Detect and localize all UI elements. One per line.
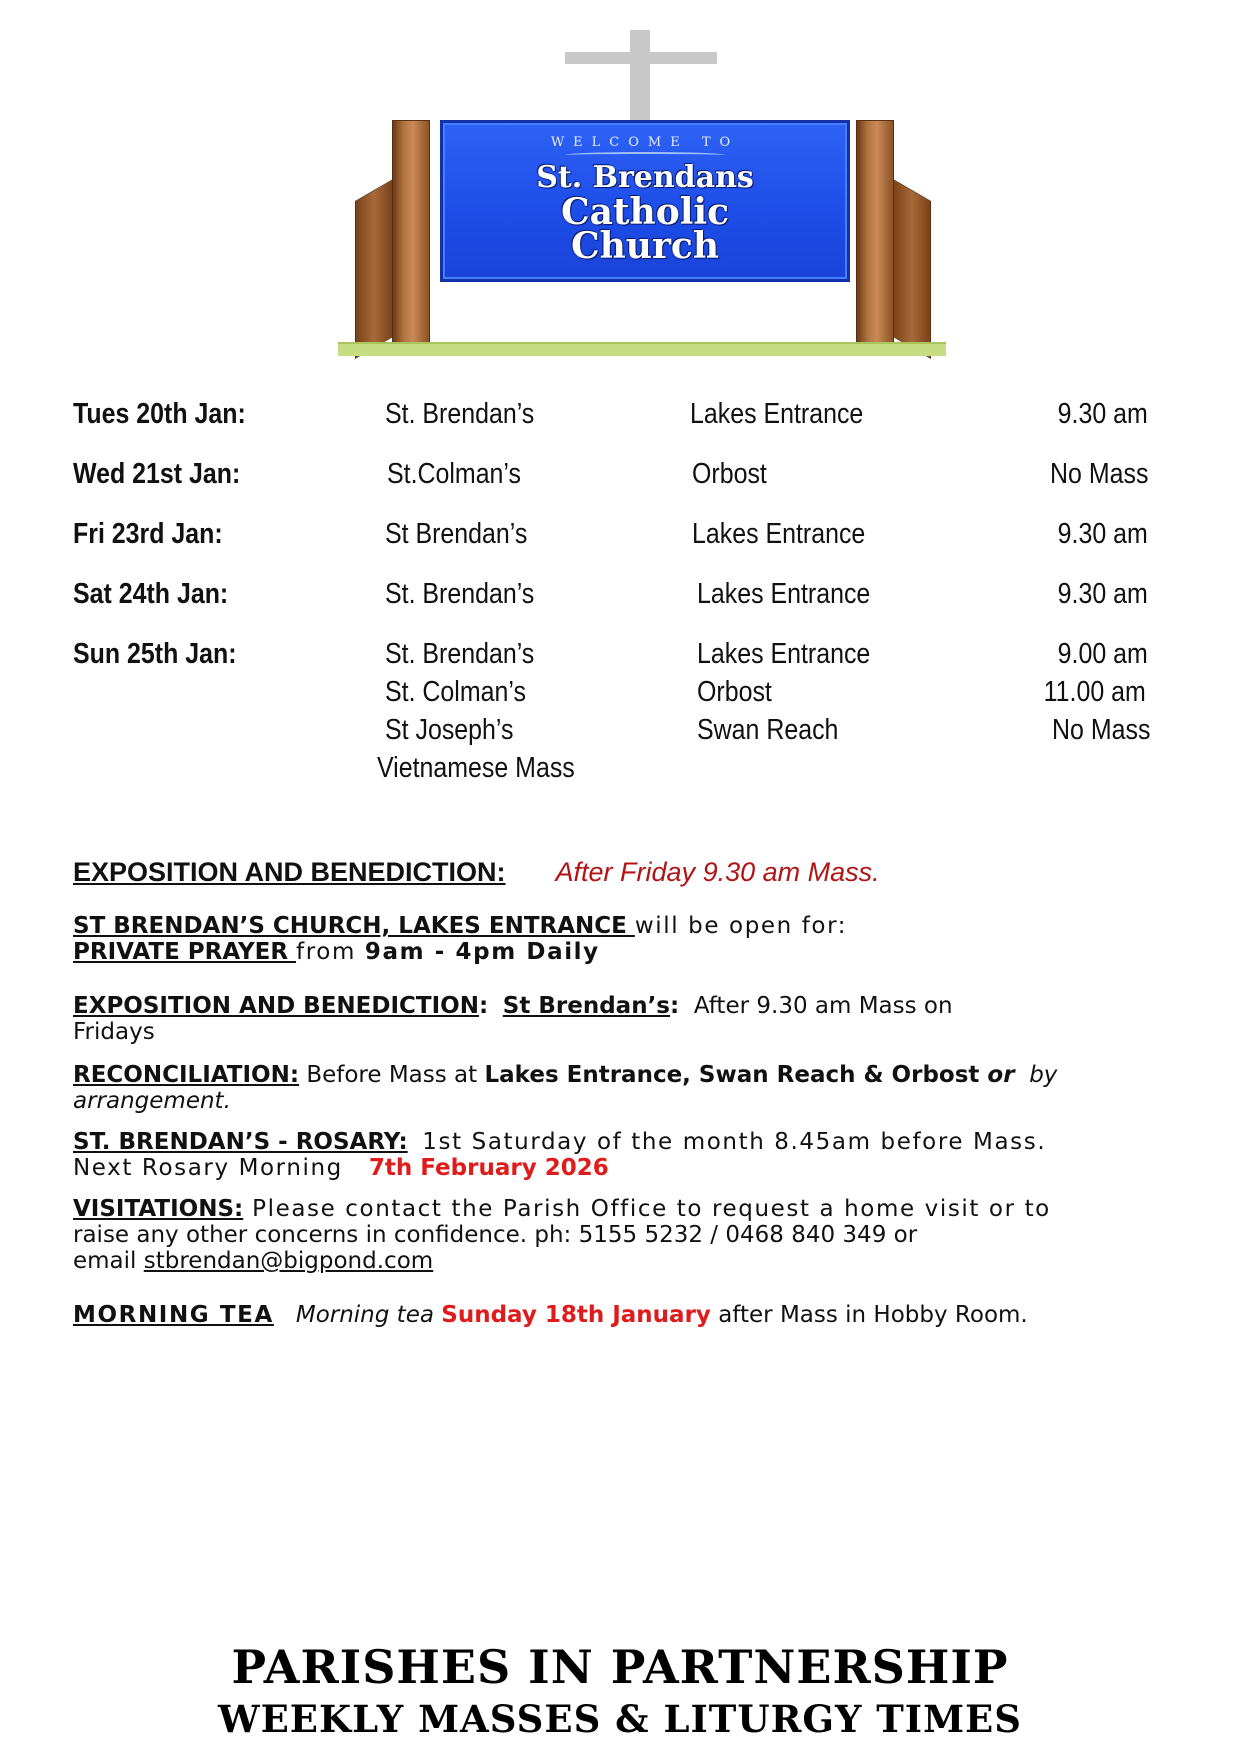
- notice-text: Next Rosary Morning: [73, 1155, 343, 1181]
- footer-title: PARISHES IN PARTNERSHIP: [231, 1640, 1009, 1694]
- sign-post-left-back: [355, 179, 393, 359]
- notice-text: from: [296, 939, 365, 965]
- notice-text: arrangement.: [73, 1088, 231, 1114]
- sign-divider: [565, 152, 725, 158]
- notice-text: raise any other concerns in confidence. ph: 5155 5232 / 0468 840 349 or: [73, 1222, 918, 1248]
- sign-board: [440, 120, 850, 282]
- notice-heading: ST BRENDAN’S CHURCH, LAKES ENTRANCE: [73, 913, 635, 939]
- schedule-place: Lakes Entrance: [697, 638, 871, 670]
- notice-text: Please contact the Parish Office to request a home visit or to: [243, 1196, 1051, 1222]
- schedule-church: St Brendan’s: [385, 518, 528, 550]
- cross-icon: [630, 30, 650, 130]
- schedule-church: St. Colman’s: [385, 676, 526, 708]
- schedule-day: Tues 20th Jan:: [73, 398, 246, 430]
- schedule-time: 9.00 am: [1057, 638, 1148, 670]
- schedule-time: 9.30 am: [1057, 518, 1148, 550]
- schedule-time: 9.30 am: [1057, 578, 1148, 610]
- schedule-church: St.Colman’s: [387, 458, 521, 490]
- notice-text: After 9.30 am Mass on: [693, 993, 953, 1019]
- prayer-hours: 9am - 4pm Daily: [364, 939, 600, 965]
- schedule-place: Orbost: [692, 458, 767, 490]
- rosary-next-date: 7th February 2026: [368, 1155, 609, 1181]
- notice-colon: :: [670, 993, 680, 1019]
- notice-text: After Friday 9.30 am Mass.: [555, 857, 880, 887]
- sign-welcome: WELCOME TO: [550, 135, 740, 150]
- notice-exposition: [73, 993, 1153, 1045]
- email-link[interactable]: stbrendan@bigpond.com: [143, 1248, 434, 1274]
- schedule-church: St Joseph’s: [385, 714, 514, 746]
- sign-post-right-back: [893, 179, 931, 359]
- notice-text: email: [73, 1248, 144, 1274]
- cross-bar: [565, 52, 717, 64]
- notice-reconciliation: [73, 1062, 1153, 1114]
- schedule-church: St. Brendan’s: [385, 638, 535, 670]
- notice-text: Before Mass at: [299, 1062, 485, 1088]
- notice-church-open: [73, 913, 1153, 965]
- schedule-day: Sat 24th Jan:: [73, 578, 229, 610]
- notice-rosary: [73, 1129, 1153, 1181]
- sign-post-left: [392, 120, 430, 348]
- notice-text: 1st Saturday of the month 8.45am before Mass.: [422, 1129, 1047, 1155]
- sign-church-name: St. Brendans: [536, 160, 754, 195]
- ground-strip: [338, 342, 946, 356]
- morning-tea-date: Sunday 18th January: [441, 1302, 711, 1328]
- schedule-place: Lakes Entrance: [697, 578, 871, 610]
- schedule-church: St. Brendan’s: [385, 398, 535, 430]
- footer-subtitle: WEEKLY MASSES & LITURGY TIMES: [218, 1697, 1022, 1741]
- notice-visitations: [73, 1196, 1153, 1274]
- notice-text: Fridays: [73, 1019, 155, 1045]
- sign-church: Church: [570, 225, 720, 267]
- notice-heading: RECONCILIATION:: [73, 1062, 300, 1088]
- notice-or: or: [979, 1062, 1015, 1088]
- notice-colon: :: [478, 993, 489, 1019]
- schedule-day: Sun 25th Jan:: [73, 638, 237, 670]
- church-sign-image: [330, 20, 960, 360]
- schedule-time: No Mass: [1051, 714, 1150, 746]
- schedule-place: Lakes Entrance: [692, 518, 866, 550]
- notice-text: after Mass in Hobby Room.: [710, 1302, 1028, 1328]
- notice-exposition-friday: [73, 857, 1153, 887]
- notice-church: St Brendan’s: [502, 993, 670, 1019]
- schedule-time: 9.30 am: [1057, 398, 1148, 430]
- schedule-place: Swan Reach: [697, 714, 839, 746]
- notice-heading: VISITATIONS:: [73, 1196, 244, 1222]
- sign-post-right: [856, 120, 894, 348]
- notice-heading: EXPOSITION AND BENEDICTION:: [73, 857, 506, 887]
- notice-morning-tea: [73, 1302, 1153, 1328]
- notice-heading: PRIVATE PRAYER: [73, 939, 297, 965]
- notice-text: will be open for:: [634, 913, 848, 939]
- schedule-church: St. Brendan’s: [385, 578, 535, 610]
- schedule-place: Orbost: [697, 676, 772, 708]
- notice-places: Lakes Entrance, Swan Reach & Orbost: [484, 1062, 980, 1088]
- schedule-time: No Mass: [1049, 458, 1148, 490]
- notice-heading: EXPOSITION AND BENEDICTION: [73, 993, 479, 1019]
- schedule-time: 11.00 am: [1043, 676, 1146, 708]
- notice-text: by: [1029, 1062, 1058, 1088]
- notice-heading: MORNING TEA: [73, 1302, 274, 1328]
- sign-catholic: Catholic: [560, 191, 730, 233]
- schedule-day: Fri 23rd Jan:: [73, 518, 223, 550]
- notice-text: Morning tea: [295, 1302, 442, 1328]
- schedule-day: Wed 21st Jan:: [73, 458, 241, 490]
- schedule-church: Vietnamese Mass: [377, 752, 575, 784]
- schedule-place: Lakes Entrance: [690, 398, 864, 430]
- notice-heading: ST. BRENDAN’S - ROSARY:: [73, 1129, 408, 1155]
